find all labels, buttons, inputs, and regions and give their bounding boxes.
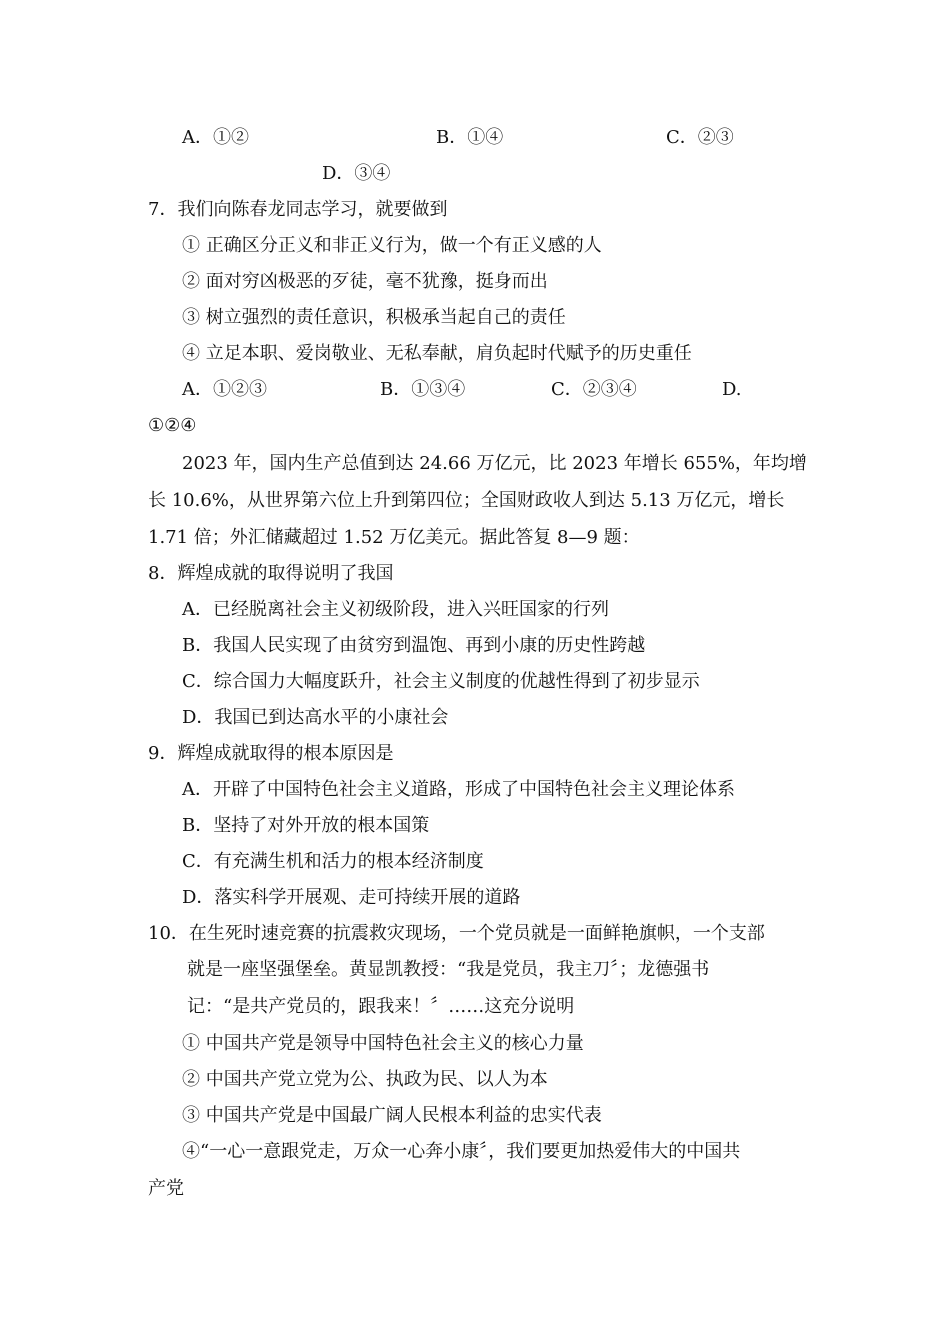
q10-item-4: ④“一心一意跟党走，万众一心奔小康〞，我们要更加热爱伟大的中国共 bbox=[182, 1141, 741, 1162]
q9-option-b: B．坚持了对外开放的根本国策 bbox=[182, 815, 430, 836]
q6-option-b: B．①④ bbox=[436, 127, 504, 148]
q7-option-b: B．①③④ bbox=[380, 379, 466, 400]
q10-item-3: ③ 中国共产党是中国最广阔人民根本利益的忠实代表 bbox=[182, 1105, 602, 1126]
q10-stem-line-1: 10．在生死时速竞赛的抗震救灾现场，一个党员就是一面鲜艳旗帜，一个支部 bbox=[148, 923, 765, 944]
q10-stem-line-2: 就是一座坚强堡垒。黄显凯教授：“我是党员，我主刀〞；龙德强书 bbox=[187, 959, 710, 980]
q10-stem-line-3: 记：“是共产党员的，跟我来！〞……这充分说明 bbox=[187, 996, 575, 1017]
q10-item-2: ② 中国共产党立党为公、执政为民、以人为本 bbox=[182, 1069, 548, 1090]
q10-item-1: ① 中国共产党是领导中国特色社会主义的核心力量 bbox=[182, 1033, 584, 1054]
passage-line-3: 1.71 倍；外汇储藏超过 1.52 万亿美元。据此答复 8—9 题： bbox=[148, 527, 640, 548]
q7-option-d-label: D. bbox=[722, 379, 742, 400]
q7-item-3: ③ 树立强烈的责任意识，积极承当起自己的责任 bbox=[182, 307, 566, 328]
passage-line-2: 长 10.6%，从世界第六位上升到第四位；全国财政收人到达 5.13 万亿元，增长 bbox=[148, 490, 785, 511]
q8-stem: 8．辉煌成就的取得说明了我国 bbox=[148, 563, 394, 584]
q8-option-d: D．我国已到达高水平的小康社会 bbox=[182, 707, 449, 728]
q7-item-4: ④ 立足本职、爱岗敬业、无私奉献，肩负起时代赋予的历史重任 bbox=[182, 343, 692, 364]
q8-option-a: A．已经脱离社会主义初级阶段，进入兴旺国家的行列 bbox=[182, 599, 609, 620]
q9-stem: 9．辉煌成就取得的根本原因是 bbox=[148, 743, 394, 764]
q7-option-c: C．②③④ bbox=[551, 379, 637, 400]
q8-option-c: C．综合国力大幅度跃升，社会主义制度的优越性得到了初步显示 bbox=[182, 671, 700, 692]
q9-option-a: A．开辟了中国特色社会主义道路，形成了中国特色社会主义理论体系 bbox=[182, 779, 735, 800]
q6-option-a: A．①② bbox=[182, 127, 249, 148]
q8-option-b: B．我国人民实现了由贫穷到温饱、再到小康的历史性跨越 bbox=[182, 635, 646, 656]
q7-stem: 7．我们向陈春龙同志学习，就要做到 bbox=[148, 199, 448, 220]
q6-option-d: D．③④ bbox=[322, 163, 391, 184]
q9-option-c: C．有充满生机和活力的根本经济制度 bbox=[182, 851, 484, 872]
q7-option-a: A．①②③ bbox=[182, 379, 267, 400]
passage-line-1: 2023 年，国内生产总值到达 24.66 万亿元，比 2023 年增长 655%，年均增 bbox=[182, 453, 807, 474]
q10-item-4-continuation: 产党 bbox=[148, 1178, 184, 1199]
q7-item-1: ① 正确区分正义和非正义行为，做一个有正义感的人 bbox=[182, 235, 602, 256]
q7-option-d-value: ①②④ bbox=[148, 415, 197, 436]
q7-item-2: ② 面对穷凶极恶的歹徒，毫不犹豫，挺身而出 bbox=[182, 271, 548, 292]
q6-option-c: C．②③ bbox=[666, 127, 734, 148]
q9-option-d: D．落实科学开展观、走可持续开展的道路 bbox=[182, 887, 521, 908]
